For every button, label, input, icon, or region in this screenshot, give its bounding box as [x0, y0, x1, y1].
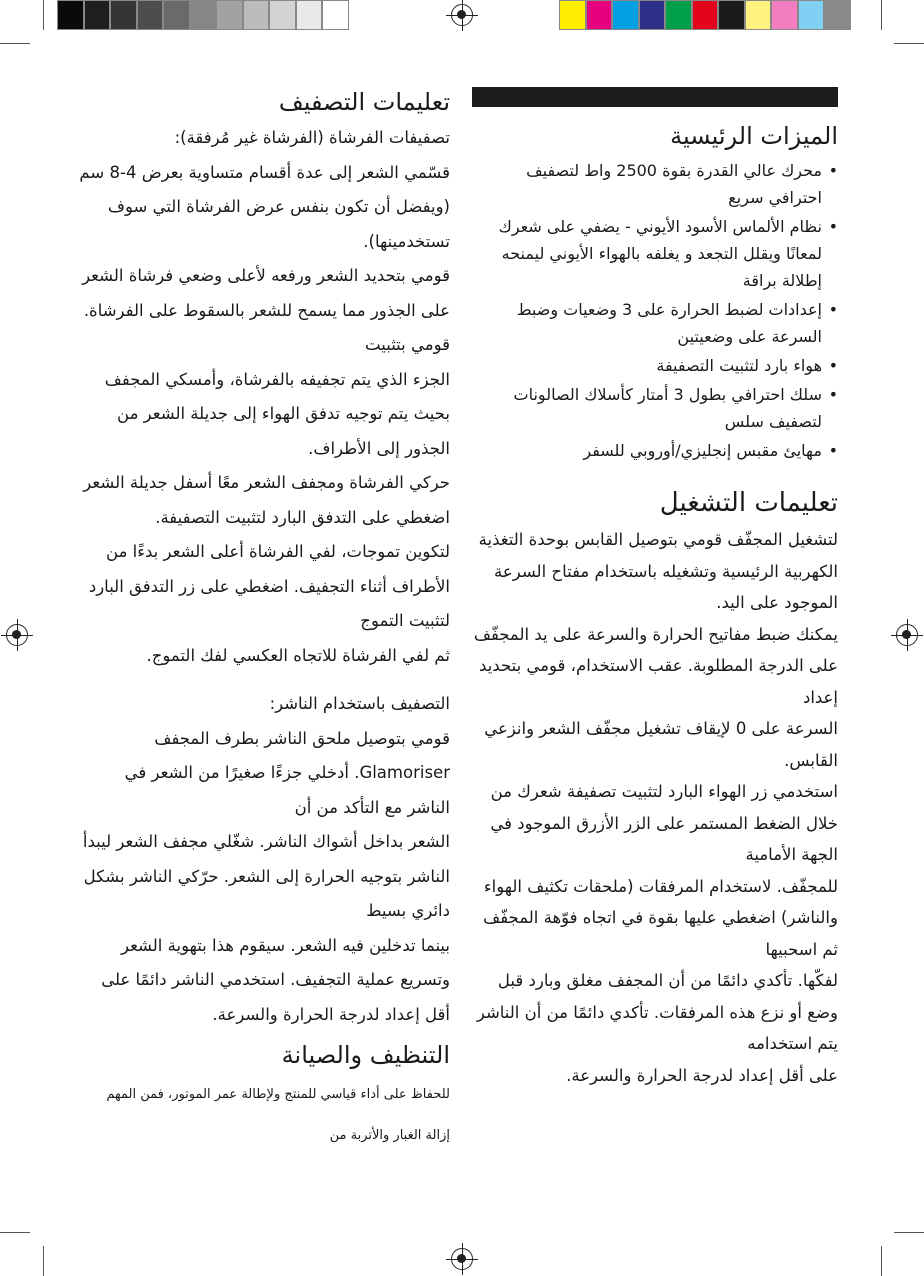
- list-item: • سلك احترافي بطول 3 أمتار كأسلاك الصالونات لتصفيف سلس: [472, 381, 838, 435]
- paragraph: الشعر بداخل أشواك الناشر. شغّلي مجفف الشعر ليبدأ الناشر بتوجيه الحرارة إلى الشعر. حرّكي الناشر بشكل دائري بسيط: [82, 832, 450, 920]
- features-list: [472, 157, 838, 464]
- paragraph: الجزء الذي يتم تجفيفه بالفرشاة، وأمسكي المجفف بحيث يتم توجيه تدفق الهواء إلى جديلة الشعر من الجذور إلى الأطراف.: [104, 369, 450, 458]
- list-item: • إعدادات لضبط الحرارة على 3 وضعيات وضبط السرعة على وضعيتين: [472, 296, 838, 350]
- crop-mark: [881, 0, 882, 30]
- paragraph: حركي الفرشاة ومجفف الشعر معًا أسفل جديلة الشعر: [83, 473, 450, 492]
- header-bar: [472, 87, 838, 107]
- list-item: • هواء بارد لتثبيت التصفيفة: [472, 352, 838, 379]
- color-swatch: [190, 0, 217, 30]
- operation-heading: تعليمات التشغيل: [659, 488, 838, 518]
- color-swatch: [798, 0, 825, 30]
- cleaning-heading: التنظيف والصيانة: [281, 1041, 450, 1069]
- color-bar: [559, 0, 851, 30]
- color-swatch: [771, 0, 798, 30]
- list-item: • نظام الألماس الأسود الأيوني - يضفي على شعرك لمعانًا ويقلل التجعد و يغلفه بالهواء الأيوني ليمنحه إطلالة براقة: [472, 213, 838, 294]
- crop-mark: [894, 43, 924, 44]
- styling-heading: تعليمات التصفيف: [278, 88, 450, 116]
- color-swatch: [216, 0, 243, 30]
- grayscale-bar: [57, 0, 349, 30]
- color-swatch: [243, 0, 270, 30]
- color-swatch: [322, 0, 349, 30]
- crop-mark: [881, 1246, 882, 1276]
- paragraph: قومي بتوصيل ملحق الناشر بطرف المجفف Glamoriser. أدخلي جزءًا صغيرًا من الشعر في الناشر مع التأكد من أن: [124, 728, 450, 817]
- color-swatch: [639, 0, 666, 30]
- paragraph: التصفيف باستخدام الناشر:: [269, 694, 450, 713]
- paragraph: قسّمي الشعر إلى عدة أقسام متساوية بعرض 4-8 سم (ويفضل أن تكون بنفس عرض الفرشاة التي سوف تستخدمينها).: [79, 162, 450, 251]
- color-swatch: [559, 0, 586, 30]
- color-swatch: [612, 0, 639, 30]
- color-swatch: [665, 0, 692, 30]
- features-heading: الميزات الرئيسية: [670, 122, 838, 150]
- registration-mark-icon: [896, 624, 918, 646]
- paragraph: ثم لفي الفرشاة للاتجاه العكسي لفك التموج.: [146, 645, 450, 665]
- color-swatch: [163, 0, 190, 30]
- color-swatch: [692, 0, 719, 30]
- paragraph: للمجفّف. لاستخدام المرفقات (ملحقات تكثيف الهواء والناشر) اضغطي عليها بقوة في اتجاه فوّهة المجفّف ثم اسحبيها: [483, 876, 838, 959]
- list-item: • محرك عالي القدرة بقوة 2500 واط لتصفيف احترافي سريع: [472, 157, 838, 211]
- paragraph: قومي بتحديد الشعر ورفعه لأعلى وضعي فرشاة الشعر على الجذور مما يسمح للشعر بالسقوط على الفرشاة. قومي بتثبيت: [82, 266, 450, 354]
- color-swatch: [57, 0, 84, 30]
- list-item: • مهايئ مقبس إنجليزي/أوروبي للسفر: [472, 437, 838, 464]
- cleaning-text: للحفاظ على أداء قياسي للمنتج ولإطالة عمر الموتور، فمن المهم إزالة الغبار والأتربة من: [106, 1087, 450, 1143]
- right-column: [472, 85, 838, 1091]
- color-swatch: [824, 0, 851, 30]
- registration-mark-icon: [6, 624, 28, 646]
- paragraph: لفكّها. تأكدي دائمًا من أن المجفف مغلق وبارد قبل وضع أو نزع هذه المرفقات. تأكدي دائمًا من أن الناشر يتم استخدامه: [476, 971, 838, 1053]
- diffuser-text: [78, 687, 450, 1032]
- paragraph: اضغطي على التدفق البارد لتثبيت التصفيفة.: [155, 507, 450, 527]
- paragraph: لتكوين تموجات، لفي الفرشاة أعلى الشعر بدءًا من الأطراف أثناء التجفيف. اضغطي على زر التدفق البارد لتثبيت التموج: [88, 542, 450, 630]
- paragraph: على أقل إعداد لدرجة الحرارة والسرعة.: [566, 1065, 838, 1085]
- registration-mark-icon: [451, 4, 473, 26]
- crop-mark: [43, 0, 44, 30]
- color-swatch: [718, 0, 745, 30]
- paragraph: لتشغيل المجفّف قومي بتوصيل القابس بوحدة التغذية الكهربية الرئيسية وتشغيله باستخدام مفتاح السرعة الموجود على اليد.: [478, 530, 838, 612]
- paragraph: بينما تدخلين فيه الشعر. سيقوم هذا بتهوية الشعر وتسريع عملية التجفيف. استخدمي الناشر دائمًا على أقل إعداد لدرجة الحرارة والسرعة.: [101, 935, 450, 1024]
- color-swatch: [586, 0, 613, 30]
- crop-mark: [0, 1232, 30, 1233]
- color-swatch: [296, 0, 323, 30]
- crop-mark: [894, 1232, 924, 1233]
- crop-mark: [43, 1246, 44, 1276]
- paragraph: يمكنك ضبط مفاتيح الحرارة والسرعة على يد المجفّف على الدرجة المطلوبة. عقب الاستخدام، قومي بتحديد إعداد: [473, 624, 838, 707]
- left-column: [78, 85, 450, 1156]
- operation-text: [472, 524, 838, 1091]
- styling-text: [78, 121, 450, 673]
- color-swatch: [137, 0, 164, 30]
- paragraph: السرعة على 0 لإيقاف تشغيل مجفّف الشعر وانزعي القابس.: [484, 719, 838, 770]
- color-swatch: [745, 0, 772, 30]
- registration-mark-icon: [451, 1248, 473, 1270]
- color-swatch: [84, 0, 111, 30]
- paragraph: استخدمي زر الهواء البارد لتثبيت تصفيفة شعرك من خلال الضغط المستمر على الزر الأزرق الموجود في الجهة الأمامية: [490, 782, 838, 864]
- crop-mark: [0, 43, 30, 44]
- paragraph: تصفيفات الفرشاة (الفرشاة غير مُرفقة):: [174, 128, 450, 147]
- color-swatch: [269, 0, 296, 30]
- color-swatch: [110, 0, 137, 30]
